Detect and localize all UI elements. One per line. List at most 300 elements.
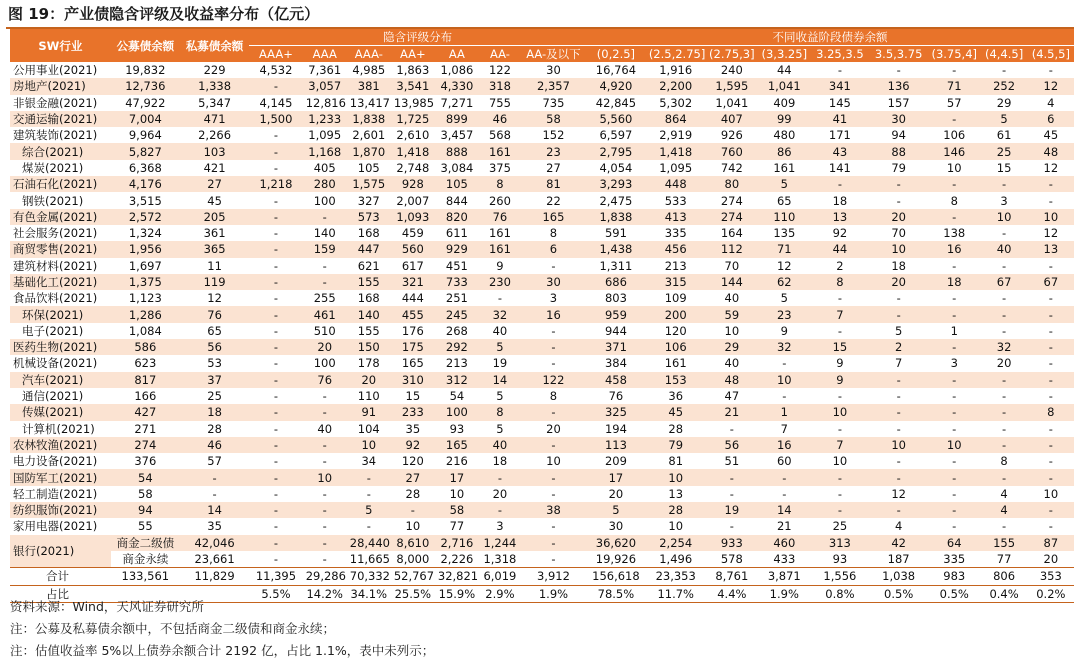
yield-value: 335 — [943, 552, 966, 567]
share-rating: 2.9% — [479, 585, 521, 602]
yield-value: 60 — [776, 454, 792, 469]
rating-value: 1,095 — [308, 128, 342, 143]
yield-value: 36,620 — [586, 535, 646, 551]
rating-value: - — [347, 469, 391, 485]
yield-value: - — [782, 486, 787, 501]
rating-value: 178 — [357, 356, 380, 371]
yield-value: - — [869, 372, 928, 388]
yield-value: 171 — [828, 128, 851, 143]
rating-value: - — [521, 437, 586, 453]
industry-name: 电子(2021) — [22, 323, 84, 338]
yield-value: 9 — [780, 323, 788, 338]
yield-value: 40 — [724, 291, 740, 306]
share-yield: 0.4% — [980, 585, 1027, 602]
yield-value: - — [952, 486, 957, 501]
yield-value: 1,041 — [758, 78, 810, 94]
rating-value: - — [303, 209, 347, 225]
header-rating-group: 隐含评级分布 — [249, 29, 586, 46]
header-yield-3: (3,3.25] — [758, 46, 810, 63]
yield-value: 120 — [664, 323, 687, 338]
private-balance: 11 — [207, 258, 222, 273]
rating-value: 18 — [492, 454, 508, 469]
rating-value: - — [551, 356, 556, 371]
yield-value: - — [1048, 519, 1053, 534]
header-rating-1: AAA — [303, 46, 347, 63]
header-yield-0: (0,2.5] — [586, 46, 646, 63]
rating-value: 161 — [479, 241, 521, 257]
rating-value: - — [479, 502, 521, 518]
yield-value: 9 — [811, 372, 870, 388]
rating-value: 13,985 — [393, 95, 435, 110]
public-balance: 427 — [111, 404, 180, 420]
yield-value: 12 — [891, 486, 906, 501]
header-rating-3: AA+ — [391, 46, 435, 63]
yield-value: - — [928, 339, 980, 355]
rating-value: 9 — [496, 258, 504, 273]
rating-value: 8 — [549, 389, 558, 404]
rating-value: - — [273, 552, 279, 567]
rating-value: 310 — [391, 372, 435, 388]
yield-value: - — [928, 404, 980, 420]
yield-value: 7 — [894, 356, 903, 371]
rating-value: 28,440 — [347, 535, 391, 551]
yield-value: - — [952, 454, 957, 469]
yield-value: 1,095 — [659, 160, 693, 175]
yield-value: 161 — [773, 160, 796, 175]
rating-value: 8 — [479, 176, 521, 192]
yield-value: 5 — [758, 176, 810, 192]
industry-name: 社会服务(2021) — [13, 226, 98, 241]
yield-value: 77 — [996, 552, 1012, 567]
yield-value: - — [837, 421, 842, 436]
rating-value: 3,057 — [303, 78, 347, 94]
rating-value: 560 — [391, 241, 435, 257]
public-balance: 5,827 — [111, 143, 180, 159]
yield-value: 155 — [980, 535, 1027, 551]
yield-value: 16,764 — [595, 63, 637, 78]
share-rating: 25.5% — [391, 585, 435, 602]
yield-value: 88 — [869, 143, 928, 159]
yield-value: - — [928, 372, 980, 388]
yield-value: - — [1001, 63, 1007, 78]
industry-name: 纺织服饰(2021) — [10, 502, 111, 518]
rating-value: 4,532 — [259, 63, 293, 78]
rating-value: 91 — [347, 404, 391, 420]
yield-value: 67 — [980, 274, 1027, 290]
yield-value: 157 — [887, 95, 910, 110]
total-yield: 983 — [928, 568, 980, 585]
rating-value: 38 — [521, 502, 586, 518]
yield-value: - — [952, 291, 957, 306]
yield-value: 93 — [832, 552, 848, 567]
rating-value: 58 — [521, 111, 586, 127]
yield-value: 32 — [980, 339, 1027, 355]
yield-value: 20 — [869, 274, 928, 290]
yield-value: - — [952, 421, 957, 436]
public-balance: 1,697 — [128, 258, 162, 273]
yield-value: 51 — [724, 454, 740, 469]
yield-value: 113 — [586, 437, 646, 453]
rating-value: 22 — [546, 193, 561, 208]
total-yield: 23,353 — [646, 568, 706, 585]
yield-value: 10 — [724, 323, 740, 338]
table-row — [10, 274, 1074, 290]
yield-value: - — [869, 404, 928, 420]
rating-value: 1,575 — [347, 176, 391, 192]
yield-value: 6,597 — [599, 128, 633, 143]
yield-value: 1,595 — [706, 78, 758, 94]
private-balance: 57 — [207, 454, 222, 469]
yield-value: 57 — [946, 95, 962, 110]
rating-value: 230 — [479, 274, 521, 290]
yield-value: 41 — [811, 111, 870, 127]
rating-value: - — [479, 469, 521, 485]
yield-value: 1,041 — [715, 95, 749, 110]
industry-name: 公用事业(2021) — [13, 63, 98, 78]
table-row — [10, 437, 1074, 453]
yield-value: - — [869, 502, 928, 518]
yield-value: - — [952, 389, 957, 404]
yield-value: 4 — [1047, 95, 1055, 110]
rating-value: 1,318 — [483, 552, 517, 567]
yield-value: 29 — [706, 339, 758, 355]
rating-value: 155 — [357, 323, 380, 338]
rating-value: 76 — [303, 372, 347, 388]
yield-value: - — [782, 356, 787, 371]
rating-value: 122 — [521, 372, 586, 388]
rating-value: - — [303, 404, 347, 420]
yield-value: - — [896, 63, 901, 78]
yield-value: 79 — [646, 437, 706, 453]
yield-value: - — [952, 63, 957, 78]
yield-value: 161 — [664, 356, 687, 371]
rating-value: 176 — [401, 323, 424, 338]
yield-value: 20 — [608, 486, 624, 501]
private-balance: 46 — [180, 437, 249, 453]
rating-value: 899 — [435, 111, 479, 127]
yield-value: 194 — [604, 421, 627, 436]
rating-value: 10 — [546, 454, 561, 469]
yield-value: 2,795 — [586, 143, 646, 159]
rating-value: 233 — [391, 404, 435, 420]
public-balance: 94 — [111, 502, 180, 518]
yield-value: - — [1048, 323, 1053, 338]
rating-value: 312 — [435, 372, 479, 388]
rating-value: 844 — [445, 193, 468, 208]
table-row — [10, 241, 1074, 257]
public-balance: 376 — [134, 454, 157, 469]
yield-value: 45 — [1043, 128, 1059, 143]
yield-value: 10 — [980, 209, 1027, 225]
table-row — [10, 127, 1074, 143]
yield-value: - — [837, 323, 842, 338]
yield-value: - — [729, 519, 734, 534]
yield-value: - — [1028, 306, 1074, 322]
rating-value: 150 — [347, 339, 391, 355]
industry-name: 煤炭(2021) — [22, 160, 84, 175]
yield-value: 76 — [608, 389, 624, 404]
yield-value: 1 — [950, 323, 958, 338]
public-balance: 4,176 — [111, 176, 180, 192]
yield-value: 45 — [646, 404, 706, 420]
public-balance: 55 — [138, 519, 153, 534]
rating-value: - — [497, 291, 502, 306]
rating-value: - — [551, 486, 556, 501]
rating-value: 165 — [401, 356, 424, 371]
rating-value: - — [322, 486, 327, 501]
rating-value: 17 — [435, 469, 479, 485]
private-balance: 35 — [207, 519, 222, 534]
bank-row — [10, 551, 1074, 568]
industry-name: 汽车(2021) — [10, 372, 111, 388]
rating-value: 2,601 — [352, 128, 386, 143]
yield-value: 371 — [586, 339, 646, 355]
rating-value: 2,748 — [396, 160, 430, 175]
yield-value: 48 — [1028, 143, 1074, 159]
notes — [10, 596, 434, 662]
yield-value: 19 — [706, 502, 758, 518]
yield-value: 25 — [980, 143, 1027, 159]
table-row — [10, 209, 1074, 225]
yield-value: 944 — [604, 323, 627, 338]
rating-value: - — [249, 437, 303, 453]
industry-name: 通信(2021) — [22, 389, 84, 404]
yield-value: 12 — [776, 258, 792, 273]
header-rating-6: AA-及以下 — [521, 46, 586, 63]
industry-name: 计算机(2021) — [22, 421, 95, 436]
private-balance: 5,347 — [198, 95, 232, 110]
private-balance: 205 — [180, 209, 249, 225]
yield-value: - — [706, 469, 758, 485]
yield-value: 591 — [604, 226, 627, 241]
yield-value: - — [1028, 176, 1074, 192]
rating-value: 76 — [479, 209, 521, 225]
yield-value: 933 — [706, 535, 758, 551]
yield-value: - — [952, 519, 957, 534]
total-label: 合计 — [10, 568, 111, 585]
rating-value: 621 — [357, 258, 380, 273]
industry-name: 家用电器(2021) — [13, 519, 98, 534]
yield-value: 252 — [980, 78, 1027, 94]
rating-value: 1,093 — [391, 209, 435, 225]
yield-value: - — [837, 486, 842, 501]
industry-name: 综合(2021) — [10, 143, 111, 159]
industry-name: 农林牧渔(2021) — [10, 437, 111, 453]
private-balance: 1,338 — [180, 78, 249, 94]
rating-value: 213 — [445, 356, 468, 371]
yield-value: 407 — [706, 111, 758, 127]
header-yield-group: 不同收益阶段债券余额 — [586, 29, 1074, 46]
yield-value: - — [1048, 356, 1053, 371]
table-row — [10, 339, 1074, 355]
share-yield: 0.8% — [811, 585, 870, 602]
rating-value: 140 — [313, 226, 336, 241]
yield-value: - — [1048, 291, 1053, 306]
yield-value: - — [928, 469, 980, 485]
yield-value: - — [1001, 226, 1007, 241]
rating-value: 92 — [391, 437, 435, 453]
yield-value: - — [896, 421, 901, 436]
industry-name: 有色金属(2021) — [10, 209, 111, 225]
yield-value: 4 — [894, 519, 903, 534]
rating-value: 1,863 — [396, 63, 430, 78]
industry-name: 食品饮料(2021) — [13, 291, 98, 306]
rating-value: 165 — [521, 209, 586, 225]
yield-value: 433 — [773, 552, 796, 567]
yield-value: 80 — [706, 176, 758, 192]
total-yield: 806 — [980, 568, 1027, 585]
yield-value: 959 — [586, 306, 646, 322]
yield-value: 8 — [950, 193, 958, 208]
table-row — [10, 372, 1074, 388]
yield-value: 1,916 — [659, 63, 693, 78]
yield-value: 146 — [928, 143, 980, 159]
rating-value: 58 — [435, 502, 479, 518]
rating-value: 1,218 — [249, 176, 303, 192]
yield-value: 28 — [646, 502, 706, 518]
rating-value: 617 — [401, 258, 424, 273]
yield-value: 14 — [758, 502, 810, 518]
table-row — [10, 62, 1074, 78]
rating-value: 5 — [479, 339, 521, 355]
rating-value: - — [322, 454, 327, 469]
yield-value: 3 — [1000, 193, 1008, 208]
yield-value: 70 — [891, 226, 906, 241]
table-row — [10, 518, 1074, 534]
rating-value: - — [551, 552, 556, 567]
yield-value: - — [811, 176, 870, 192]
rating-value: 30 — [546, 63, 561, 78]
yield-value: 213 — [664, 258, 687, 273]
rating-value: - — [273, 193, 279, 208]
yield-value: 71 — [928, 78, 980, 94]
yield-value: 409 — [773, 95, 796, 110]
industry-name: 国防军工(2021) — [10, 469, 111, 485]
yield-value: 742 — [720, 160, 743, 175]
rating-value: 10 — [303, 469, 347, 485]
bank-bond-type: 商金永续 — [122, 552, 169, 567]
industry-name: 传媒(2021) — [10, 404, 111, 420]
private-balance: 18 — [180, 404, 249, 420]
yield-value: - — [1048, 454, 1053, 469]
rating-value: - — [273, 454, 279, 469]
rating-value: 20 — [303, 339, 347, 355]
header-yield-7: (4,4.5] — [980, 46, 1027, 63]
rating-value: 1,500 — [249, 111, 303, 127]
private-balance: 28 — [207, 421, 222, 436]
yield-value: - — [1001, 323, 1007, 338]
rating-value: - — [551, 519, 556, 534]
rating-value: - — [521, 535, 586, 551]
public-balance: 7,004 — [111, 111, 180, 127]
private-balance: 361 — [203, 226, 226, 241]
public-balance: 19,832 — [125, 63, 166, 78]
total-yield: 353 — [1028, 568, 1074, 585]
public-balance: 3,515 — [128, 193, 162, 208]
yield-value: 47 — [724, 389, 740, 404]
yield-value: 12 — [1043, 226, 1059, 241]
private-balance: 56 — [180, 339, 249, 355]
share-yield: 0.5% — [928, 585, 980, 602]
rating-value: 381 — [347, 78, 391, 94]
private-balance: 103 — [180, 143, 249, 159]
rating-value: 28 — [405, 486, 421, 501]
yield-value: 40 — [980, 241, 1027, 257]
yield-value: - — [729, 486, 734, 501]
rating-value: 4,985 — [352, 63, 386, 78]
yield-value: 15 — [811, 339, 870, 355]
yield-value: 56 — [706, 437, 758, 453]
table-row — [10, 95, 1074, 111]
share-rating: 15.9% — [435, 585, 479, 602]
rating-value: - — [249, 372, 303, 388]
industry-name: 交通运输(2021) — [10, 111, 111, 127]
yield-value: 2 — [869, 339, 928, 355]
public-balance: 1,375 — [111, 274, 180, 290]
yield-value: - — [811, 502, 870, 518]
rating-value: 888 — [435, 143, 479, 159]
total-yield: 3,871 — [758, 568, 810, 585]
rating-value: - — [249, 209, 303, 225]
rating-value: - — [249, 143, 303, 159]
bank-bond-balance: 23,661 — [194, 552, 235, 567]
yield-value: 18 — [928, 274, 980, 290]
rating-value: 2,226 — [440, 552, 474, 567]
yield-value: 4 — [980, 502, 1027, 518]
table-row — [10, 306, 1074, 322]
total-rating: 6,019 — [479, 568, 521, 585]
rating-value: 34 — [361, 454, 377, 469]
yield-value: - — [1028, 372, 1074, 388]
yield-value: 19,926 — [595, 552, 637, 567]
yield-value: 1,438 — [586, 241, 646, 257]
rating-value: 110 — [357, 389, 380, 404]
rating-value: 444 — [401, 291, 424, 306]
yield-value: - — [896, 454, 901, 469]
yield-value: 864 — [646, 111, 706, 127]
header-yield-4: 3.25,3.5 — [811, 46, 870, 63]
table-row — [10, 290, 1074, 306]
rating-value: 735 — [542, 95, 565, 110]
rating-value: - — [249, 241, 303, 257]
yield-value: 30 — [869, 111, 928, 127]
rating-value: 5 — [347, 502, 391, 518]
yield-value: 87 — [1028, 535, 1074, 551]
yield-value: 42,845 — [595, 95, 637, 110]
total-yield: 1,038 — [869, 568, 928, 585]
industry-name: 环保(2021) — [10, 306, 111, 322]
yield-value: 200 — [646, 306, 706, 322]
table-row — [10, 225, 1074, 241]
share-rating: 34.1% — [347, 585, 391, 602]
private-balance: 229 — [203, 63, 226, 78]
yield-value: 10 — [1028, 209, 1074, 225]
yield-value: - — [1028, 437, 1074, 453]
table-row — [10, 388, 1074, 404]
yield-value: 4 — [1000, 486, 1008, 501]
rating-value: 7,361 — [308, 63, 342, 78]
rating-value: 375 — [488, 160, 511, 175]
yield-value: 10 — [1043, 486, 1059, 501]
yield-value: 5 — [980, 111, 1027, 127]
rating-value: - — [521, 469, 586, 485]
yield-value: 10 — [832, 454, 848, 469]
yield-value: - — [1001, 519, 1007, 534]
rating-value: 318 — [479, 78, 521, 94]
yield-value: 686 — [586, 274, 646, 290]
yield-value: - — [1048, 389, 1053, 404]
header-yield-2: (2.75,3] — [706, 46, 758, 63]
